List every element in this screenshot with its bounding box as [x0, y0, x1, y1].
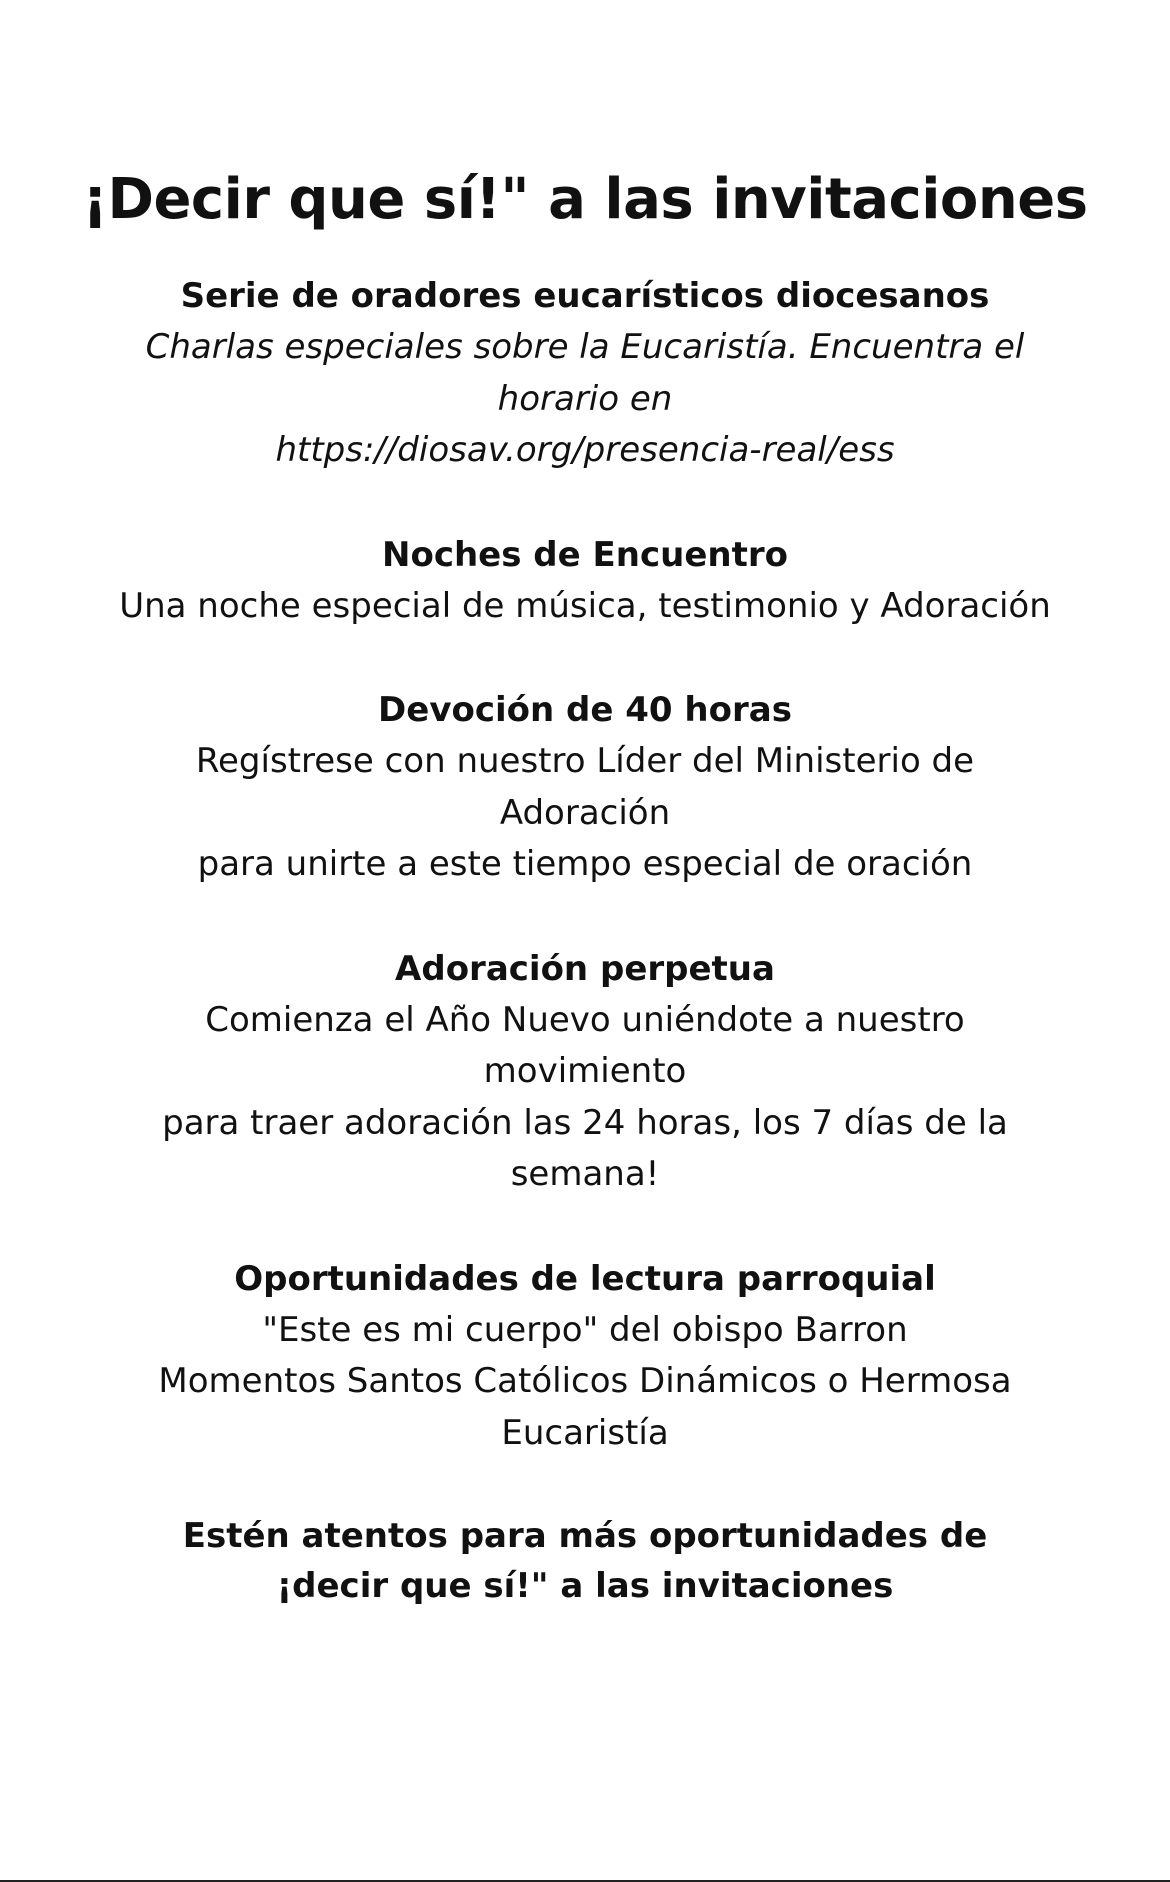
section-40-hours	[85, 684, 1085, 891]
section-parish-reading	[85, 1253, 1085, 1460]
closing-message	[85, 1511, 1085, 1611]
section-heading: Noches de Encuentro	[382, 534, 788, 575]
flyer-content	[85, 270, 1085, 1663]
section-line: para traer adoración las 24 horas, los 7 días de la	[162, 1102, 1008, 1143]
closing-line: ¡decir que sí!" a las invitaciones	[276, 1566, 894, 1606]
section-line: movimiento	[483, 1051, 687, 1091]
section-line: horario en	[497, 378, 673, 419]
closing-line: Estén atentos para más oportunidades de	[182, 1516, 988, 1556]
section-line: "Este es mi cuerpo" del obispo Barron	[262, 1309, 908, 1350]
section-line: Una noche especial de música, testimonio y Adoración	[119, 585, 1051, 626]
section-line: Momentos Santos Católicos Dinámicos o Hermosa	[158, 1361, 1012, 1401]
section-heading: Oportunidades de lectura parroquial	[234, 1258, 936, 1299]
section-line: para unirte a este tiempo especial de oración	[197, 844, 973, 884]
section-speaker-series	[85, 270, 1085, 477]
section-line: Eucaristía	[501, 1412, 669, 1453]
section-line: Charlas especiales sobre la Eucaristía. Encuentra el	[145, 327, 1025, 367]
section-encounter-nights	[85, 529, 1085, 633]
section-heading: Adoración perpetua	[395, 948, 775, 989]
section-heading: Serie de oradores eucarísticos diocesanos	[180, 276, 990, 316]
section-line: Comienza el Año Nuevo uniéndote a nuestro	[205, 999, 965, 1040]
section-line: semana!	[510, 1154, 660, 1194]
schedule-url: https://diosav.org/presencia-real/ess	[275, 430, 895, 470]
section-heading: Devoción de 40 horas	[378, 690, 792, 730]
section-line: Adoración	[499, 792, 671, 833]
section-perpetual-adoration	[85, 943, 1085, 1201]
section-line: Regístrese con nuestro Líder del Ministerio de	[195, 741, 975, 781]
page-title: ¡Decir que sí!" a las invitaciones	[82, 167, 1088, 232]
